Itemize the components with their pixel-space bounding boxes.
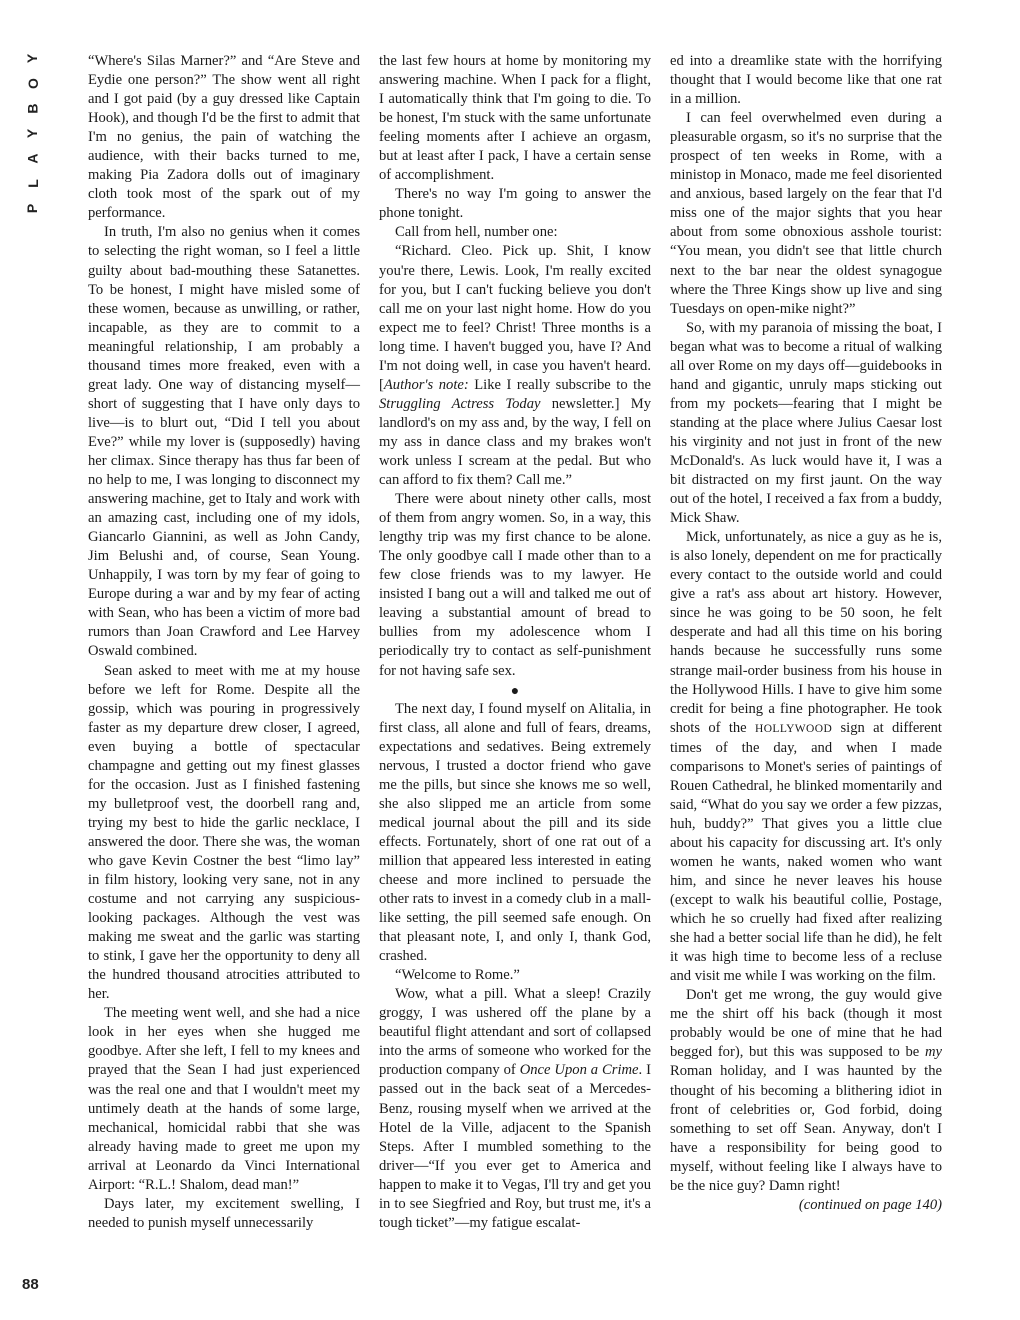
- paragraph: ed into a dreamlike state with the horrifying thought that I would become like that one rat in a million.: [670, 53, 942, 108]
- continued-on-page-link[interactable]: (continued on page 140): [798, 1196, 942, 1213]
- quote-text: newsletter.] My landlord's on my ass and, by the way, I fell on my ass in dance class and my brakes won't work unless I scream at the pedal. But who can afford to fix them? Call me.”: [379, 395, 651, 489]
- film-title: Once Upon a Crime: [519, 1062, 639, 1079]
- article-column-1: [88, 52, 360, 1233]
- article-column-3: [670, 52, 942, 1215]
- paragraph: There were about ninety other calls, most of them from angry women. So, in a way, this lengthy trip was my first chance to be alone. The only goodbye call I made other than to a few close friends was to my lawyer. He insisted I bang out a will and talked me out of leaving a substantial amount of bread to bullies from my adolescence whom I periodically try to contact as self-punishment for not having safe sex.: [379, 491, 651, 679]
- paragraph-text: Roman holiday, and I was haunted by the thought of his becoming a blithering idiot in front of celebrities or, God forbid, doing something to set off Sean. Anyway, don't I have a responsibility for being good to myself, without feeling like I always have to be the nice guy? Damn right!: [670, 1063, 942, 1194]
- article-column-2: [379, 52, 651, 1233]
- paragraph: The meeting went well, and she had a nice look in her eyes when she hugged me goodbye. After she left, I fell to my knees and prayed that the Sean I had just experienced was the real one and that I wouldn't meet my untimely death at the hands of some large, mechanical, homicidal rabbi that she was already having made to greet me upon my arrival at Leonardo da Vinci International Airport: “R.L.! Shalom, dead man!”: [88, 1005, 360, 1193]
- runner-letter: B: [24, 103, 41, 114]
- quote-text: “Richard. Cleo. Pick up. Shit, I know you're there, Lewis. Look, I'm really excited for you, but I can't fucking believe you don't call me on your last night home. How do you expect me to feel? Christ! Three months is a long time. I haven't bugged you, have I? And I'm not doing well, in case you haven't heard. [: [379, 243, 651, 393]
- paragraph-text: . I passed out in the back seat of a Mercedes-Benz, rousing myself when we arrived at the Hotel de la Ville, adjacent to the Spanish Steps. After I mumbled something to the driver—“If you ever get to America and happen to make it to Vegas, I'll try and get you in to see Siegfried and Roy, but trust me, it's a tough ticket”—my fatigue escalat-: [379, 1062, 651, 1231]
- runner-letter: L: [24, 179, 41, 188]
- paragraph: Sean asked to meet with me at my house before we left for Rome. Despite all the gossip, which was pouring in progressively faster as my departure drew closer, I agreed, even buying a bottle of spectacular champagne and getting out my finest glasses for the occasion. Just as I finished fastening my bulletproof vest, the doorbell rang and, trying my best to hide the garlic necklace, I answered the door. There she was, the woman who gave Kevin Costner the best “limo lay” in film history, looking very sane, not in any costume and not carrying any suspicious-looking packages. Although the vest was making me sweat and the garlic was starting to stink, I gave her the opportunity to deny all the hundred thousand atrocities attributed to her.: [88, 662, 360, 1003]
- magazine-runner: [18, 50, 48, 217]
- quote-text: Like I really subscribe to the: [468, 376, 651, 393]
- paragraph: [670, 528, 942, 986]
- paragraph-text: sign at different times of the day, and when I made comparisons to Monet's series of paintings of Rouen Cathedral, he blinked momentarily and said, “What do you say we order a few pizzas, huh, buddy?” That gives you a little clue about his capacity for discussing art. It's only women he wants, naked women who want him, and since he never leaves his house (except to walk his beautiful collie, Postage, which he so cruelly had fixed after realizing she had a better social life than he did), he felt it was high time to become less of a recluse and visit me while I was working on the film.: [670, 719, 942, 985]
- paragraph: I can feel overwhelmed even during a pleasurable orgasm, so it's no surprise that the prospect of ten weeks in Rome, with a ministop in Monaco, made me feel disoriented and anxious, based largely on the fear that I'd miss one of the major sights that you hear about from some obnoxious asshole tourist: “You mean, you didn't see that little church next to the bar near the oldest synagogue where the Three Kings show up live and sing Tuesdays on open-mike night?”: [670, 110, 942, 317]
- voicemail-quote: [379, 242, 651, 490]
- paragraph: [670, 986, 942, 1196]
- paragraph: Call from hell, number one:: [395, 224, 558, 241]
- page-number: 88: [22, 1276, 39, 1293]
- paragraph: Days later, my excitement swelling, I needed to punish myself unnecessarily: [88, 1195, 360, 1231]
- paragraph: In truth, I'm also no genius when it comes to selecting the right woman, so I feel a little guilty about bad-mouthing these Satanettes. To be honest, I might have misled some of these women, because as unwilling, or rather, incapable, as they are to commit to a meaningful relationship, I am probably a thousand times more freaked, even with a great lady. One way of distancing myself—short of suggesting that I have only days to live—is to blurt out, “Did I tell you about Eve?” while my lover is (supposedly) having her climax. Since therapy has thus far been of no help to me, I was longing to disconnect my answering machine, get to Italy and work with an amazing cast, including one of my idols, Giancarlo Giannini, as well as John Candy, Jim Belushi and, of course, Sean Young. Unhappily, I was torn by my fear of going to Europe during a war and by my fear of acting with Sean, who has been a victim of more bad rumors than Joan Crawford and Lee Harvey Oswald combined.: [88, 224, 360, 660]
- paragraph: [379, 985, 651, 1233]
- runner-letter: A: [24, 153, 41, 164]
- paragraph-text: Wow, what a pill. What a sleep! Crazily groggy, I was ushered off the plane by a beautiful flight attendant and sort of collapsed into the arms of someone who worked for the production company of: [379, 986, 651, 1079]
- runner-letter: Y: [24, 53, 41, 64]
- paragraph-text: Don't get me wrong, the guy would give me the shirt off his back (though it most probably would be one of mine that he had begged for), but this was supposed to be: [670, 987, 942, 1061]
- publication-title: Struggling Actress Today: [379, 395, 541, 412]
- runner-letter: Y: [24, 128, 41, 139]
- paragraph: There's no way I'm going to answer the phone tonight.: [379, 186, 651, 222]
- paragraph: The next day, I found myself on Alitalia, in first class, all alone and full of fears, dreams, expectations and sedatives. Being extremely nervous, I trusted a doctor friend who gave me the pills, but since she knows me so well, she also slipped me an article from some medical journal about the pill and its side effects. Fortunately, short of one rat out of a million that appeared less interested in eating cheese and more inclined to persuade the other rats to invest in a comedy club in a mall-like setting, the pill seemed safe enough. On that pleasant note, I, and only I, thank God, crashed.: [379, 700, 651, 965]
- runner-letter: O: [24, 78, 41, 89]
- paragraph: So, with my paranoia of missing the boat, I began what was to become a ritual of walking all over Rome on my days off—guidebooks in hand and gigantic, unruly maps sticking out from my pockets—fearing that I might be standing at the place where Julius Caesar lost his virginity and not just in front of the new McDonald's. As luck would have it, I was a bit distracted on my first jaunt. On the way out of the hotel, I received a fax from a buddy, Mick Shaw.: [670, 319, 942, 527]
- paragraph: the last few hours at home by monitoring my answering machine. When I pack for a flight, I automatically think that I'm going to die. To be honest, I'm stuck with the same unfortunate feeling moments after I achieve an orgasm, but at least after I pack, I have a certain sense of accomplishment.: [379, 53, 651, 184]
- emphasis: my: [924, 1044, 942, 1061]
- hollywood-sign-smallcaps: HOLLYWOOD: [754, 722, 833, 735]
- section-divider-bullet: ●: [510, 683, 520, 699]
- paragraph-text: Mick, unfortunately, as nice a guy as he is, is also lonely, dependent on me for practically every contact to the outside world and could give a rat's ass about art history. However, since he was going to be 50 soon, he felt desperate and had all this time on his boring hands because he successfully runs some strange mail-order business from his house in the Hollywood Hills. I have to give him some credit for being a fine photographer. He took shots of the: [670, 529, 942, 736]
- authors-note-label: Author's note:: [383, 376, 469, 393]
- runner-letter: P: [24, 203, 41, 214]
- paragraph: “Where's Silas Marner?” and “Are Steve and Eydie one person?” The show went all right and I got paid (by a guy dressed like Captain Hook), and though I'd be the first to admit that I'm no genius, the pain of watching the audience, with their backs turned to me, making Pia Zadora dolls out of imaginary cloth took most of the spark out of my performance.: [88, 53, 360, 222]
- paragraph: “Welcome to Rome.”: [395, 967, 520, 984]
